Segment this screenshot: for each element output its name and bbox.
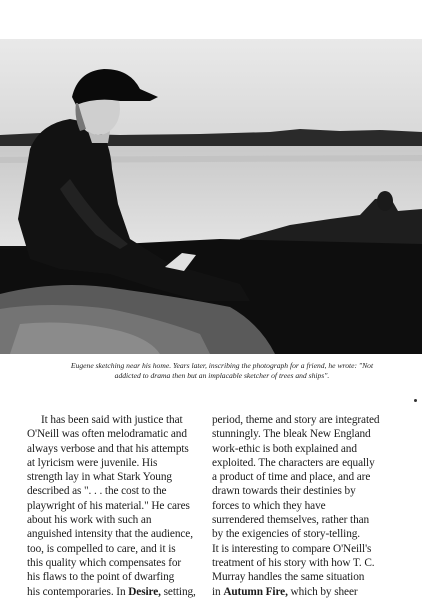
text-run: his contemporaries. In: [27, 585, 129, 598]
play-title-desire: Desire,: [128, 585, 161, 598]
right-text-column: [212, 413, 390, 599]
print-speck: [414, 399, 417, 402]
text-line: strength lay in what Stark Young: [27, 471, 172, 484]
text-line: this quality which compensates for: [27, 556, 182, 569]
text-line: exploited. The characters are equally: [212, 456, 375, 469]
text-run: setting,: [160, 585, 196, 598]
text-line: a product of time and place, and are: [212, 471, 371, 484]
text-run: in: [212, 585, 224, 598]
text-line: by the exigencies of story-telling.: [212, 528, 361, 541]
left-text-column: [27, 413, 205, 599]
text-line: work-ethic is both explained and: [212, 442, 357, 455]
text-line: Murray handles the same situation: [212, 571, 365, 584]
text-line: It is interesting to compare O'Neill's: [212, 542, 372, 555]
photograph: [0, 39, 422, 354]
text-line: [212, 585, 390, 599]
text-line: [27, 585, 205, 599]
text-line: always verbose and that his attempts: [27, 442, 189, 455]
text-line: too, is compelled to care, and it is: [27, 542, 176, 555]
caption-line-2: addicted to drama then but an implacable sketcher of trees and ships".: [114, 370, 330, 380]
text-line: at lyricism were juvenile. His: [27, 456, 158, 469]
caption-line-1: Eugene sketching near his home. Years later, inscribing the photograph for a friend, he wrote: "Not: [70, 361, 374, 370]
text-line: his flaws to the point of dwarfing: [27, 571, 175, 584]
photo-caption: [36, 361, 408, 380]
text-line: It has been said with justice that: [41, 414, 183, 426]
text-run: which by sheer: [287, 585, 358, 598]
text-line: period, theme and story are integrated: [212, 414, 380, 426]
text-line: about his work with such an: [27, 514, 152, 527]
text-line: anguished intensity that the audience,: [27, 528, 193, 541]
text-line: forces to which they have: [212, 499, 326, 512]
photo-boy-sketching-icon: [0, 39, 422, 354]
text-line: described as ". . . the cost to the: [27, 485, 167, 498]
text-line: drawn towards their destinies by: [212, 485, 356, 498]
text-line: playwright of his material." He cares: [27, 499, 190, 512]
play-title-autumn-fire: Autumn Fire,: [223, 585, 288, 598]
text-line: stunningly. The bleak New England: [212, 428, 371, 441]
text-line: treatment of his story with how T. C.: [212, 556, 375, 569]
text-line: surrendered themselves, rather than: [212, 514, 370, 527]
text-line: O'Neill was often melodramatic and: [27, 428, 187, 441]
